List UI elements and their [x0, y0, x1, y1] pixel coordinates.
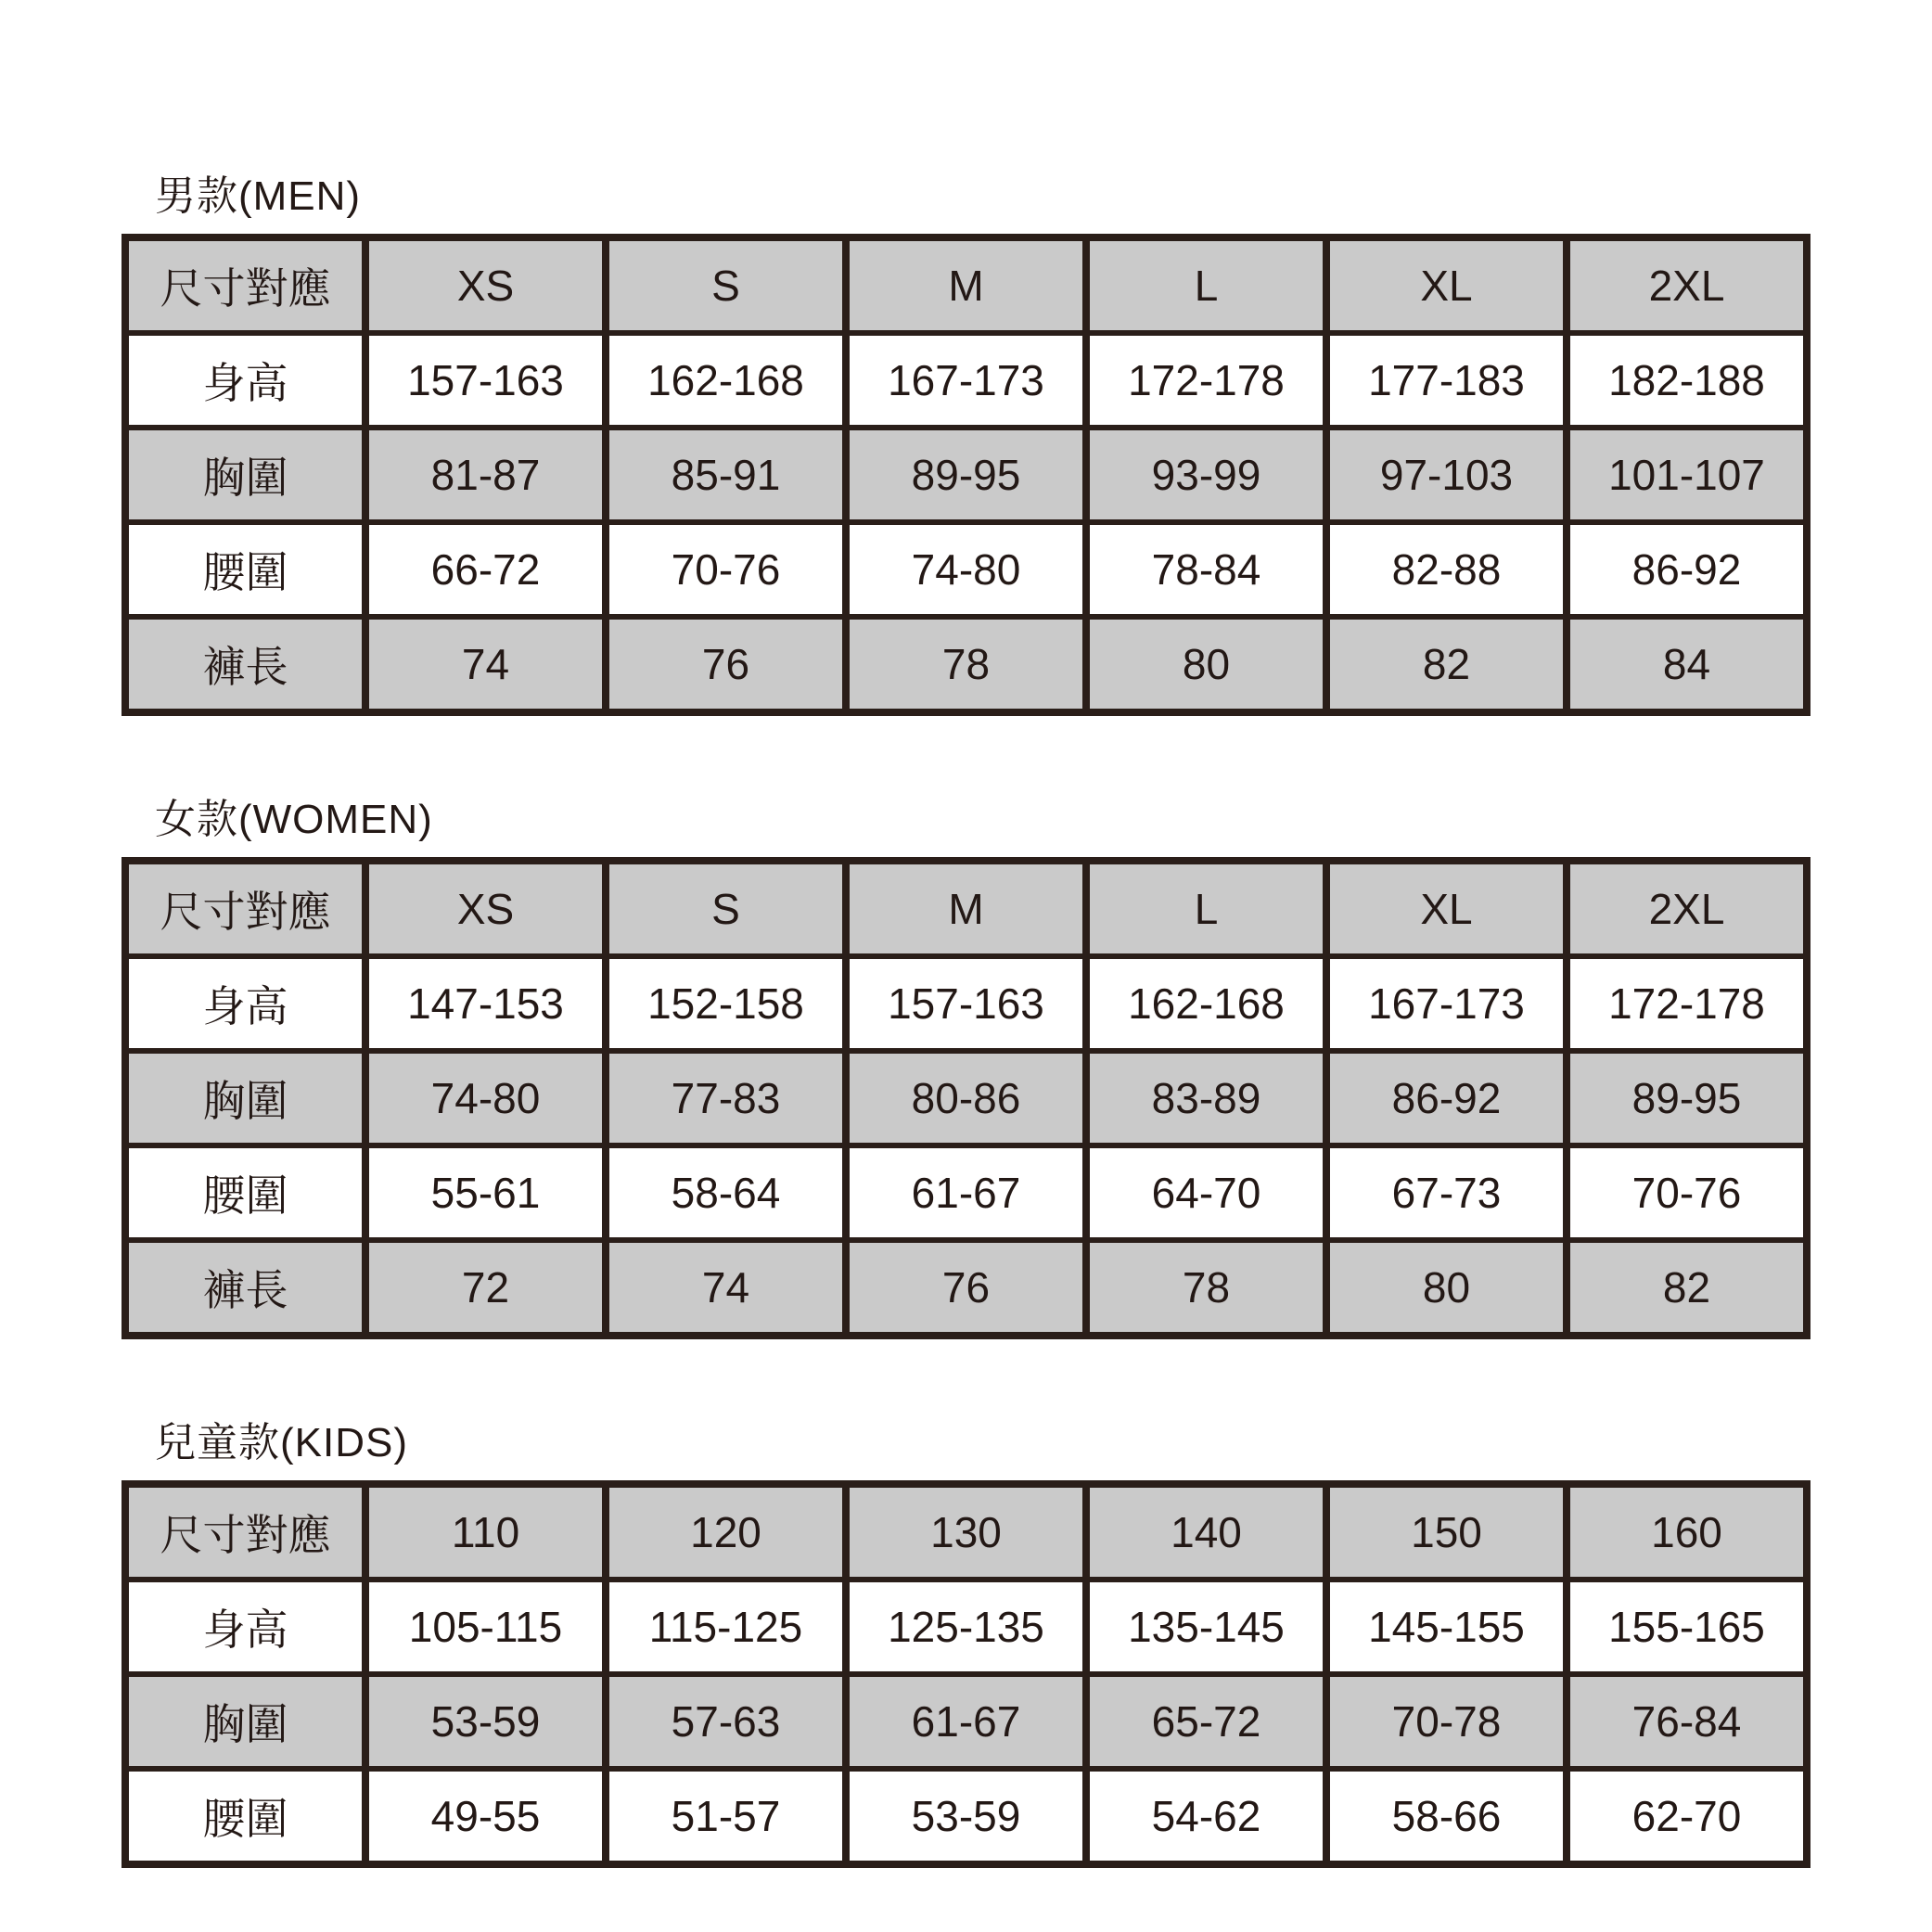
value-cell: 53-59: [365, 1674, 606, 1769]
value-cell: 147-153: [365, 956, 606, 1051]
size-column-header-cell: XS: [365, 237, 606, 333]
table-row: [125, 1580, 1807, 1674]
header-row: [125, 1484, 1807, 1580]
value-cell: 78: [1086, 1240, 1326, 1336]
women-section-title: 女款(WOMEN): [155, 797, 433, 842]
value-cell: 76-84: [1567, 1674, 1807, 1769]
table-row: [125, 617, 1807, 712]
row-label-cell: 身高: [125, 1580, 365, 1674]
header-row: [125, 237, 1807, 333]
value-cell: 51-57: [606, 1769, 846, 1864]
value-cell: 55-61: [365, 1145, 606, 1240]
kids-section-title: 兒童款(KIDS): [155, 1420, 408, 1465]
row-label-cell: 身高: [125, 956, 365, 1051]
value-cell: 61-67: [846, 1674, 1086, 1769]
row-label-cell: 褲長: [125, 1240, 365, 1336]
value-cell: 57-63: [606, 1674, 846, 1769]
size-column-header-cell: XL: [1326, 861, 1567, 956]
value-cell: 76: [846, 1240, 1086, 1336]
value-cell: 70-76: [1567, 1145, 1807, 1240]
value-cell: 125-135: [846, 1580, 1086, 1674]
value-cell: 76: [606, 617, 846, 712]
size-column-header-cell: L: [1086, 861, 1326, 956]
value-cell: 66-72: [365, 522, 606, 617]
value-cell: 172-178: [1567, 956, 1807, 1051]
men-section-title: 男款(MEN): [155, 173, 362, 219]
value-cell: 97-103: [1326, 428, 1567, 522]
women-size-section: [122, 798, 1810, 1339]
table-row: [125, 1145, 1807, 1240]
value-cell: 115-125: [606, 1580, 846, 1674]
row-label-cell: 胸圍: [125, 1051, 365, 1145]
value-cell: 82: [1326, 617, 1567, 712]
value-cell: 53-59: [846, 1769, 1086, 1864]
value-cell: 86-92: [1567, 522, 1807, 617]
men-size-section: [122, 174, 1810, 716]
value-cell: 49-55: [365, 1769, 606, 1864]
value-cell: 74: [365, 617, 606, 712]
value-cell: 74-80: [365, 1051, 606, 1145]
value-cell: 70-76: [606, 522, 846, 617]
value-cell: 54-62: [1086, 1769, 1326, 1864]
value-cell: 70-78: [1326, 1674, 1567, 1769]
kids-size-section: [122, 1421, 1810, 1868]
value-cell: 61-67: [846, 1145, 1086, 1240]
value-cell: 62-70: [1567, 1769, 1807, 1864]
size-label-header-cell: 尺寸對應: [125, 861, 365, 956]
row-label-cell: 腰圍: [125, 1769, 365, 1864]
value-cell: 162-168: [1086, 956, 1326, 1051]
value-cell: 80-86: [846, 1051, 1086, 1145]
value-cell: 74-80: [846, 522, 1086, 617]
table-row: [125, 956, 1807, 1051]
table-row: [125, 1674, 1807, 1769]
value-cell: 162-168: [606, 333, 846, 428]
value-cell: 167-173: [846, 333, 1086, 428]
size-column-header-cell: L: [1086, 237, 1326, 333]
header-row: [125, 861, 1807, 956]
row-label-cell: 腰圍: [125, 522, 365, 617]
size-column-header-cell: 2XL: [1567, 861, 1807, 956]
value-cell: 89-95: [846, 428, 1086, 522]
size-column-header-cell: M: [846, 861, 1086, 956]
size-column-header-cell: S: [606, 861, 846, 956]
table-row: [125, 333, 1807, 428]
size-column-header-cell: 130: [846, 1484, 1086, 1580]
value-cell: 167-173: [1326, 956, 1567, 1051]
value-cell: 105-115: [365, 1580, 606, 1674]
value-cell: 83-89: [1086, 1051, 1326, 1145]
value-cell: 85-91: [606, 428, 846, 522]
value-cell: 78-84: [1086, 522, 1326, 617]
value-cell: 182-188: [1567, 333, 1807, 428]
value-cell: 155-165: [1567, 1580, 1807, 1674]
size-column-header-cell: M: [846, 237, 1086, 333]
value-cell: 78: [846, 617, 1086, 712]
value-cell: 152-158: [606, 956, 846, 1051]
value-cell: 172-178: [1086, 333, 1326, 428]
size-column-header-cell: 160: [1567, 1484, 1807, 1580]
value-cell: 157-163: [365, 333, 606, 428]
value-cell: 72: [365, 1240, 606, 1336]
value-cell: 58-66: [1326, 1769, 1567, 1864]
row-label-cell: 褲長: [125, 617, 365, 712]
row-label-cell: 胸圍: [125, 428, 365, 522]
size-column-header-cell: XS: [365, 861, 606, 956]
value-cell: 82: [1567, 1240, 1807, 1336]
value-cell: 65-72: [1086, 1674, 1326, 1769]
value-cell: 89-95: [1567, 1051, 1807, 1145]
table-row: [125, 1769, 1807, 1864]
table-row: [125, 1240, 1807, 1336]
value-cell: 77-83: [606, 1051, 846, 1145]
row-label-cell: 身高: [125, 333, 365, 428]
value-cell: 84: [1567, 617, 1807, 712]
size-column-header-cell: 120: [606, 1484, 846, 1580]
value-cell: 80: [1326, 1240, 1567, 1336]
value-cell: 93-99: [1086, 428, 1326, 522]
value-cell: 64-70: [1086, 1145, 1326, 1240]
size-column-header-cell: 140: [1086, 1484, 1326, 1580]
value-cell: 86-92: [1326, 1051, 1567, 1145]
table-row: [125, 522, 1807, 617]
value-cell: 101-107: [1567, 428, 1807, 522]
row-label-cell: 胸圍: [125, 1674, 365, 1769]
value-cell: 67-73: [1326, 1145, 1567, 1240]
women-size-table: [122, 857, 1810, 1339]
value-cell: 135-145: [1086, 1580, 1326, 1674]
value-cell: 74: [606, 1240, 846, 1336]
size-label-header-cell: 尺寸對應: [125, 237, 365, 333]
size-column-header-cell: XL: [1326, 237, 1567, 333]
size-column-header-cell: 110: [365, 1484, 606, 1580]
value-cell: 81-87: [365, 428, 606, 522]
size-label-header-cell: 尺寸對應: [125, 1484, 365, 1580]
value-cell: 145-155: [1326, 1580, 1567, 1674]
value-cell: 80: [1086, 617, 1326, 712]
value-cell: 82-88: [1326, 522, 1567, 617]
men-size-table: [122, 234, 1810, 716]
kids-size-table: [122, 1480, 1810, 1868]
value-cell: 157-163: [846, 956, 1086, 1051]
size-column-header-cell: 150: [1326, 1484, 1567, 1580]
size-column-header-cell: S: [606, 237, 846, 333]
value-cell: 177-183: [1326, 333, 1567, 428]
row-label-cell: 腰圍: [125, 1145, 365, 1240]
table-row: [125, 428, 1807, 522]
value-cell: 58-64: [606, 1145, 846, 1240]
table-row: [125, 1051, 1807, 1145]
size-column-header-cell: 2XL: [1567, 237, 1807, 333]
